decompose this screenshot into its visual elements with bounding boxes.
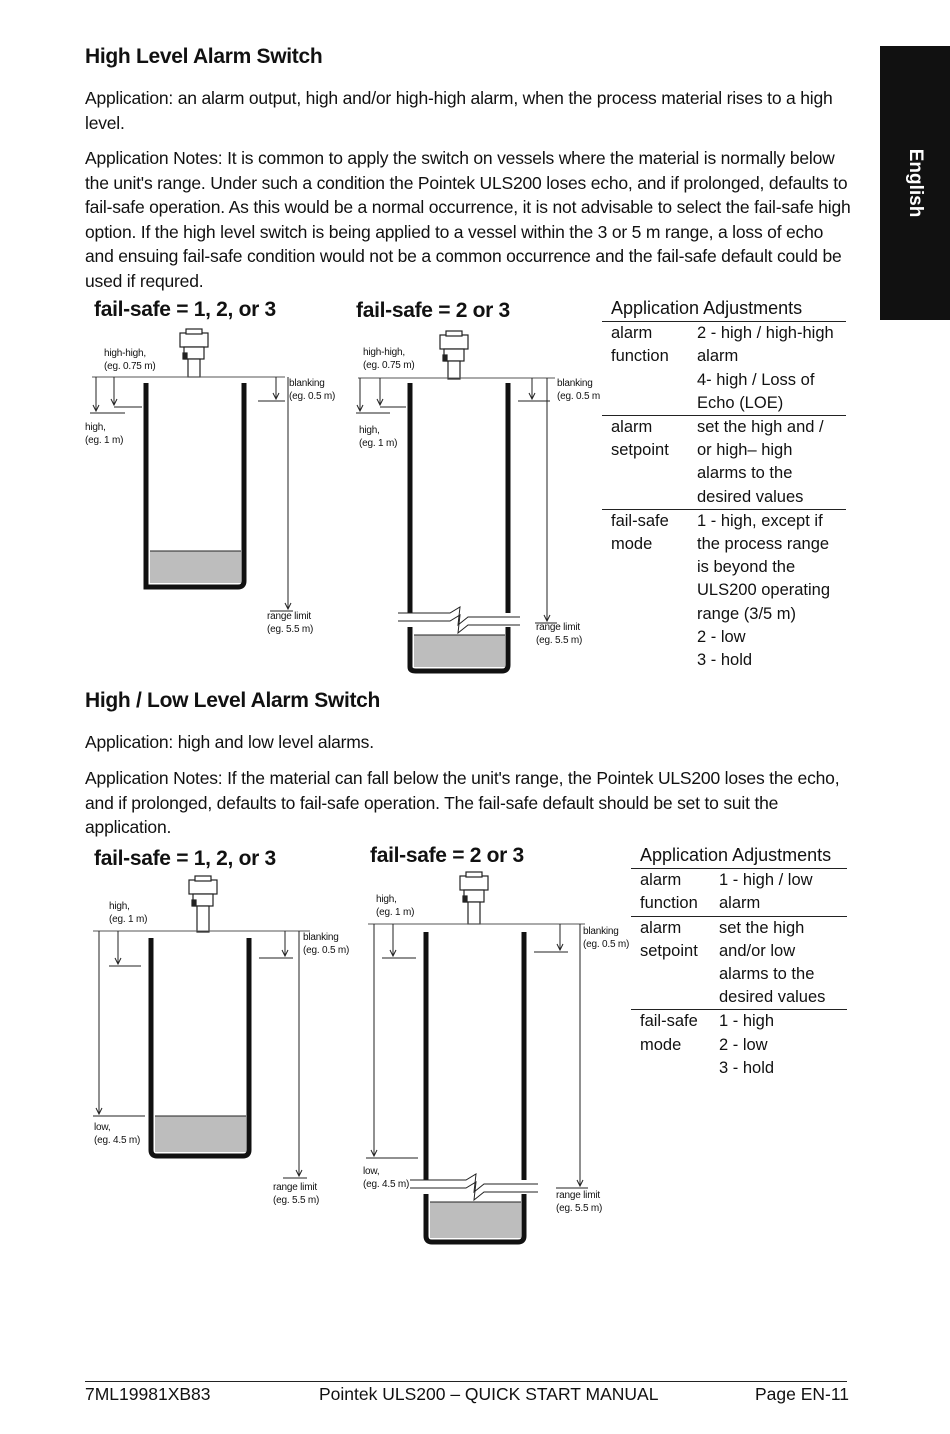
s2-adjustments-table — [631, 844, 847, 1080]
s1-diagram-a-title: fail-safe = 1, 2, or 3 — [94, 298, 276, 321]
s2a-label-blanking: blanking (eg. 0.5 m) — [303, 932, 350, 956]
s1-adj-row-failsafe-mode: fail-safe mode 1 - high, except if the process range is beyond the ULS200 operating range (3/5 m) 2 - low 3 - hold — [611, 511, 831, 670]
s2a-label-high: high, (eg. 1 m) — [109, 901, 148, 925]
s1a-label-range: range limit (eg. 5.5 m) — [267, 611, 314, 635]
s2-adj-row-alarm-setpoint: alarm setpoint set the high and/or low alarms to the desired values — [631, 917, 847, 1011]
section1-heading: High Level Alarm Switch — [85, 45, 323, 68]
s1-adjustments-title: Application Adjustments — [602, 297, 846, 322]
s2a-label-low: low, (eg. 4.5 m) — [94, 1122, 141, 1146]
sensor-icon — [189, 876, 217, 932]
sensor-icon — [180, 329, 208, 377]
section1-application: Application: an alarm output, high and/or high-high alarm, when the process material rises to a high level. — [85, 88, 833, 133]
s1-diagram-a — [80, 325, 340, 645]
language-tab-label: English — [905, 148, 926, 218]
section2-notes: Application Notes: If the material can fall below the unit's range, the Pointek ULS200 loses the echo, and if prolonged, defaults to fail-safe operation. The fail-safe default should be set to suit the application. — [85, 768, 840, 838]
s1-diagram-b-title: fail-safe = 2 or 3 — [356, 299, 510, 322]
s2-adjustments-title: Application Adjustments — [631, 844, 847, 869]
s2-diagram-b-title: fail-safe = 2 or 3 — [370, 844, 524, 867]
footer-document-number: 7ML19981XB83 — [85, 1384, 211, 1404]
footer-page-number: Page EN-11 — [755, 1384, 850, 1404]
s1b-label-high: high, (eg. 1 m) — [359, 425, 398, 449]
s2-adj-row-failsafe-mode: fail-safe mode 1 - high 2 - low 3 - hold — [640, 1012, 775, 1077]
s2-adj-row-alarm-function: alarm function 1 - high / low alarm — [631, 869, 847, 916]
s1a-label-highhigh: high-high, (eg. 0.75 m) — [104, 348, 156, 372]
section1-notes: Application Notes: It is common to apply the switch on vessels where the material is normally below the unit's range. Under such a condition the Pointek ULS200 loses echo, and if prolonged, defaults to fail-safe operation. As this would be a normal occurrence, it is not advisable to select the fail-safe high option. If the high level switch is being applied to a vessel within the 3 or 5 m range, a loss of echo and ensuing fail-safe condition would not be a common occurrence and the fail-safe default could be used if requred. — [85, 148, 851, 291]
s2b-label-blanking: blanking (eg. 0.5 m) — [583, 926, 630, 950]
s2-diagram-a-title: fail-safe = 1, 2, or 3 — [94, 847, 276, 870]
s2a-label-range: range limit (eg. 5.5 m) — [273, 1182, 320, 1206]
footer-manual-title: Pointek ULS200 – QUICK START MANUAL — [319, 1384, 659, 1404]
s2b-label-high: high, (eg. 1 m) — [376, 894, 415, 918]
section2-application: Application: high and low level alarms. — [85, 732, 374, 752]
s1b-label-blanking: blanking (eg. 0.5 m — [557, 378, 601, 402]
s1-adj-row-alarm-function: alarm function 2 - high / high-high alarm 4- high / Loss of Echo (LOE) — [602, 322, 846, 416]
s1b-label-range: range limit (eg. 5.5 m) — [536, 622, 583, 646]
s2b-label-range: range limit (eg. 5.5 m) — [556, 1190, 603, 1214]
s2b-label-low: low, (eg. 4.5 m) — [363, 1166, 410, 1190]
s1a-label-blanking: blanking (eg. 0.5 m) — [289, 378, 336, 402]
section2-heading: High / Low Level Alarm Switch — [85, 689, 381, 712]
sensor-icon — [460, 872, 488, 924]
s1-adj-row-alarm-setpoint: alarm setpoint set the high and / or high– high alarms to the desired values — [602, 416, 846, 510]
s1b-label-highhigh: high-high, (eg. 0.75 m) — [363, 347, 415, 371]
language-tab[interactable] — [880, 46, 950, 320]
s1-adjustments-table — [602, 297, 846, 672]
sensor-icon — [440, 331, 468, 379]
s1a-label-high: high, (eg. 1 m) — [85, 422, 124, 446]
footer-rule — [85, 1381, 847, 1382]
